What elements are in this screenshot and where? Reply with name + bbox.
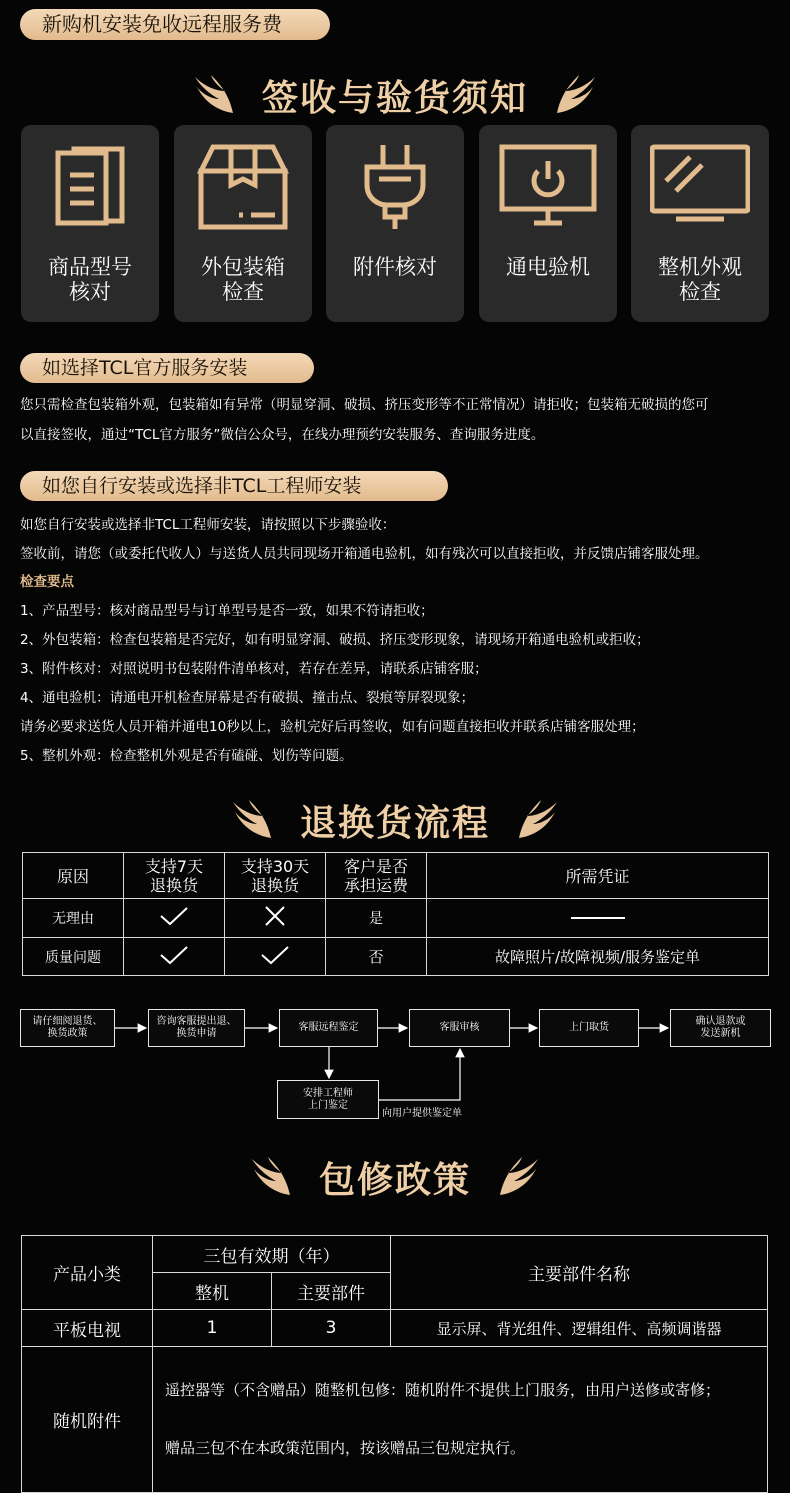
cell-proof: 故障照片/故障视频/服务鉴定单 xyxy=(427,938,769,976)
check-icon xyxy=(124,899,225,938)
return-table xyxy=(22,852,769,976)
wing-left-icon xyxy=(246,1157,292,1199)
flow-step-policy: 请仔细阅退货、 换货政策 xyxy=(20,1009,115,1047)
warranty-table xyxy=(21,1235,768,1493)
self-heading: 如您自行安装或选择非TCL工程师安装 xyxy=(20,471,448,501)
th-freight: 客户是否 承担运费 xyxy=(326,853,427,899)
flow-step-refund: 确认退款或 发送新机 xyxy=(670,1009,771,1047)
power-plug-icon xyxy=(345,141,445,231)
point-4: 4、通电验机：请通电开机检查屏幕是否有破损、撞击点、裂痕等屏裂现象； xyxy=(20,690,475,706)
self-intro: 如您自行安装或选择非TCL工程师安装，请按照以下步骤验收： xyxy=(20,517,396,533)
card-label: 商品型号 核对 xyxy=(48,255,132,304)
wing-right-icon xyxy=(517,800,563,842)
card-box-check xyxy=(174,125,312,322)
flow-branch-note: 向用户提供鉴定单 xyxy=(382,1108,462,1119)
th-parts: 主要部件名称 xyxy=(391,1236,768,1310)
wing-left-icon xyxy=(189,75,235,117)
card-appearance-check xyxy=(631,125,769,322)
card-power-test xyxy=(479,125,617,322)
cell-main: 3 xyxy=(272,1310,391,1347)
th-main: 主要部件 xyxy=(272,1273,391,1310)
cell-parts: 显示屏、背光组件、逻辑组件、高频调谐器 xyxy=(391,1310,768,1347)
official-line1: 您只需检查包装箱外观，包装箱如有异常（明显穿洞、破损、挤压变形等不正常情况）请拒收；包装箱无破损的您可 xyxy=(20,397,709,413)
th-7day: 支持7天 退换货 xyxy=(124,853,225,899)
point-5: 5、整机外观：检查整机外观是否有磕碰、划伤等问题。 xyxy=(20,748,353,764)
cell-reason: 质量问题 xyxy=(23,938,124,976)
accessory-line1: 遥控器等（不含赠品）随整机包修：随机附件不提供上门服务，由用户送修或寄修； xyxy=(165,1381,721,1399)
cell-freight: 否 xyxy=(326,938,427,976)
tv-screen-icon xyxy=(650,141,750,231)
wing-right-icon xyxy=(498,1157,544,1199)
cell-accessory-text xyxy=(153,1347,768,1493)
section1-title-text: 签收与验货须知 xyxy=(261,78,528,119)
th-whole: 整机 xyxy=(153,1273,272,1310)
flow-step-pickup: 上门取货 xyxy=(539,1009,639,1047)
point-4-note: 请务必要求送货人员开箱并通电10秒以上，验机完好后再签收，如有问题直接拒收并联系店铺客服处理； xyxy=(20,719,645,735)
cell-whole: 1 xyxy=(153,1310,272,1347)
card-accessory-check xyxy=(326,125,464,322)
official-heading: 如选择TCL官方服务安装 xyxy=(20,353,314,383)
monitor-power-icon xyxy=(498,141,598,231)
cell-reason: 无理由 xyxy=(23,899,124,938)
points-title: 检查要点 xyxy=(20,574,74,590)
section-title-warranty xyxy=(0,1152,790,1203)
document-copy-icon xyxy=(40,141,140,231)
point-2: 2、外包装箱：检查包装箱是否完好，如有明显穿洞、破损、挤压变形现象，请现场开箱通电验机或拒收； xyxy=(20,632,650,648)
check-icon xyxy=(225,938,326,976)
card-label: 附件核对 xyxy=(353,255,437,279)
point-1: 1、产品型号：核对商品型号与订单型号是否一致，如果不符请拒收； xyxy=(20,603,434,619)
card-model-check xyxy=(21,125,159,322)
th-validity: 三包有效期（年） xyxy=(153,1236,391,1273)
top-banner: 新购机安装免收远程服务费 xyxy=(20,9,330,40)
flow-step-review: 客服审核 xyxy=(409,1009,510,1047)
table-row xyxy=(22,1347,768,1493)
point-3: 3、附件核对：对照说明书包装附件清单核对，若存在差异，请联系店铺客服； xyxy=(20,661,488,677)
th-category: 产品小类 xyxy=(22,1236,153,1310)
self-before: 签收前，请您（或委托代收人）与送货人员共同现场开箱通电验机，如有残次可以直接拒收，并反馈店铺客服处理。 xyxy=(20,546,709,562)
wing-left-icon xyxy=(227,800,273,842)
cross-icon xyxy=(225,899,326,938)
table-row xyxy=(23,899,769,938)
wing-right-icon xyxy=(555,75,601,117)
section-title-return xyxy=(0,795,790,846)
cell-category: 随机附件 xyxy=(22,1347,153,1493)
section-title-inspection xyxy=(0,70,790,121)
card-label: 外包装箱 检查 xyxy=(201,255,285,304)
cell-freight: 是 xyxy=(326,899,427,938)
official-line2: 以直接签收，通过“TCL官方服务”微信公众号，在线办理预约安装服务、查询服务进度。 xyxy=(20,427,545,443)
flow-step-apply: 咨询客服提出退、 换货申请 xyxy=(148,1009,245,1047)
card-label: 整机外观 检查 xyxy=(658,255,742,304)
section3-title-text: 包修政策 xyxy=(318,1160,471,1201)
flow-step-engineer: 安排工程师 上门鉴定 xyxy=(277,1080,379,1119)
flow-arrows xyxy=(0,1000,790,1130)
th-30day: 支持30天 退换货 xyxy=(225,853,326,899)
table-row xyxy=(23,938,769,976)
card-label: 通电验机 xyxy=(506,255,590,279)
accessory-line2: 赠品三包不在本政策范围内，按该赠品三包规定执行。 xyxy=(165,1439,526,1457)
package-box-icon xyxy=(193,141,293,231)
th-proof: 所需凭证 xyxy=(427,853,769,899)
check-icon xyxy=(124,938,225,976)
cell-proof-dash xyxy=(427,899,769,938)
cell-category: 平板电视 xyxy=(22,1310,153,1347)
flow-step-remote: 客服远程鉴定 xyxy=(279,1009,378,1047)
section2-title-text: 退换货流程 xyxy=(299,803,490,844)
table-row xyxy=(22,1310,768,1347)
th-reason: 原因 xyxy=(23,853,124,899)
